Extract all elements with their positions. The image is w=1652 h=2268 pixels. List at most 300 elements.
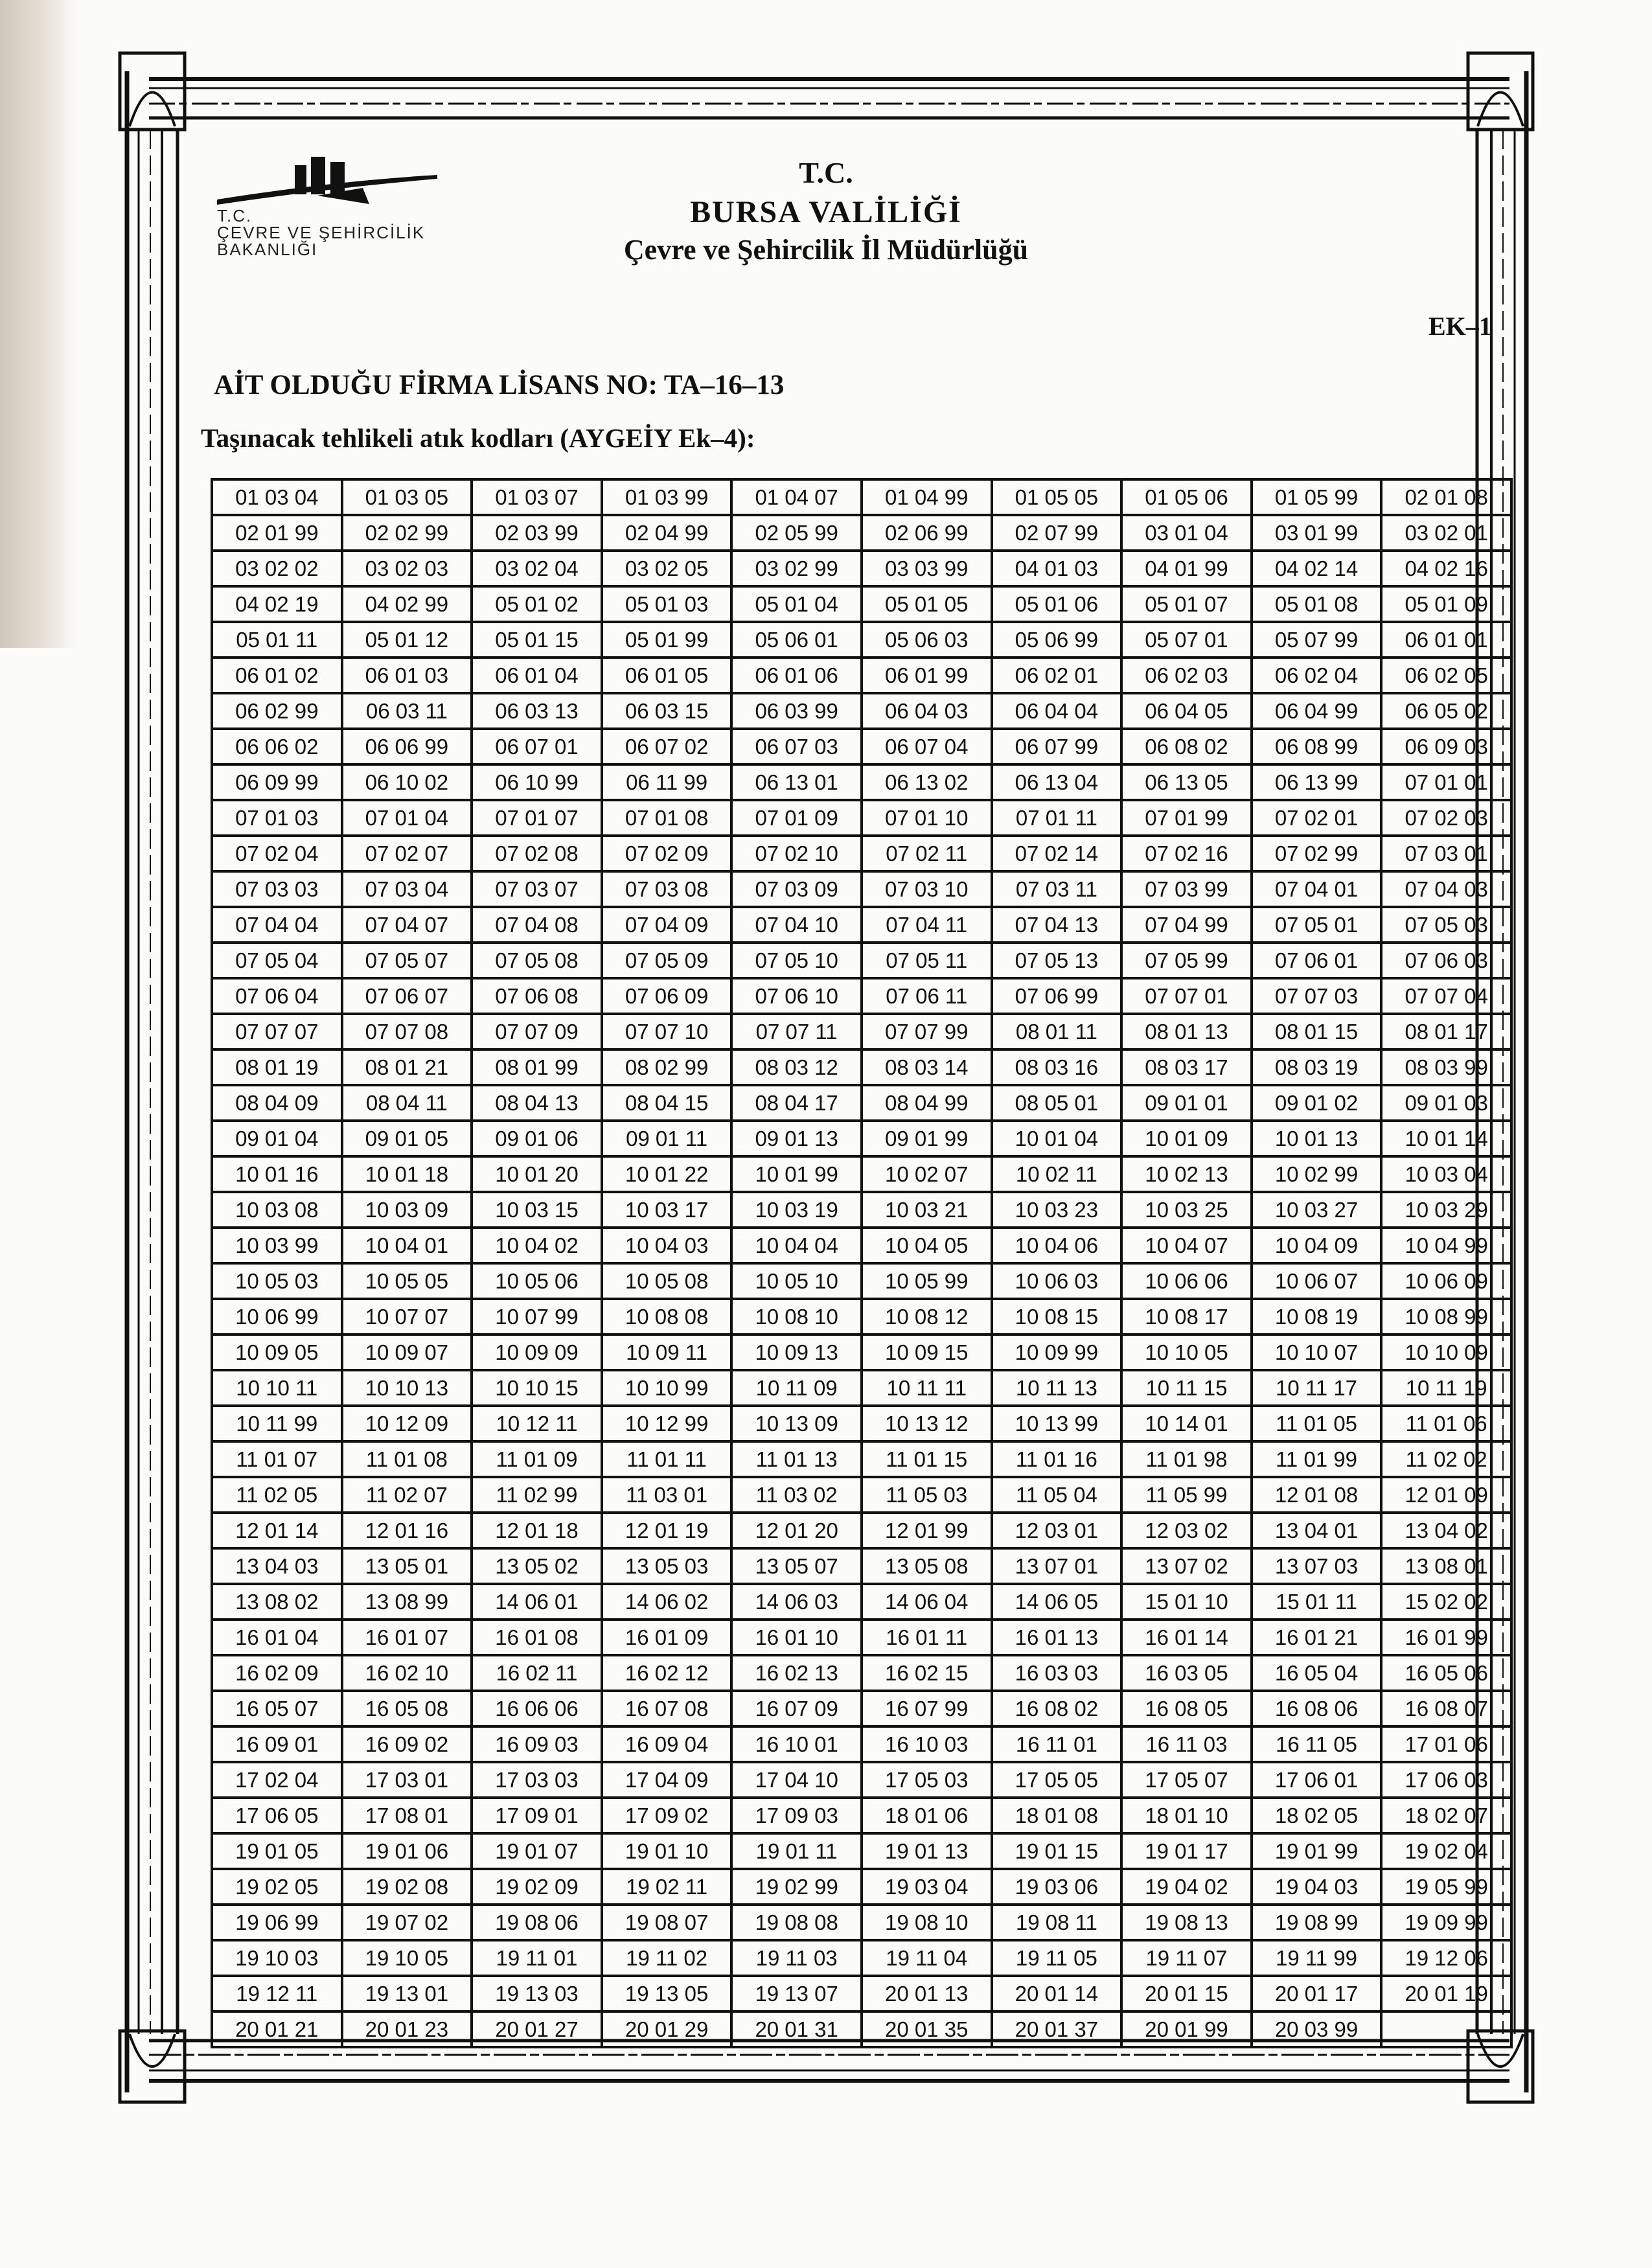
waste-code-cell: 16 02 15 bbox=[862, 1655, 992, 1691]
waste-code-cell: 16 11 05 bbox=[1252, 1726, 1382, 1762]
waste-code-cell: 20 03 99 bbox=[1252, 2011, 1382, 2047]
waste-code-cell: 11 01 06 bbox=[1381, 1406, 1511, 1441]
table-row bbox=[212, 515, 1511, 551]
waste-code-cell: 08 04 99 bbox=[862, 1085, 992, 1121]
waste-code-cell: 09 01 99 bbox=[862, 1121, 992, 1156]
waste-code-cell: 19 09 99 bbox=[1381, 1905, 1511, 1940]
waste-code-cell: 07 05 10 bbox=[731, 943, 862, 978]
table-row bbox=[212, 1406, 1511, 1441]
waste-codes-table bbox=[211, 478, 1513, 2048]
waste-code-cell: 20 01 31 bbox=[731, 2011, 862, 2047]
waste-code-cell: 16 01 04 bbox=[212, 1620, 342, 1655]
waste-code-cell: 10 10 09 bbox=[1381, 1334, 1511, 1370]
waste-code-cell: 09 01 06 bbox=[472, 1121, 602, 1156]
waste-code-cell: 19 04 02 bbox=[1121, 1869, 1252, 1905]
table-row bbox=[212, 1584, 1511, 1620]
table-row bbox=[212, 1548, 1511, 1584]
waste-code-cell: 19 02 09 bbox=[472, 1869, 602, 1905]
waste-code-cell: 14 06 03 bbox=[731, 1584, 862, 1620]
waste-code-cell: 06 02 01 bbox=[992, 658, 1122, 693]
waste-code-cell: 19 08 11 bbox=[992, 1905, 1122, 1940]
waste-code-cell: 03 02 05 bbox=[602, 551, 732, 586]
waste-code-cell: 05 01 06 bbox=[992, 586, 1122, 622]
waste-code-cell: 06 13 02 bbox=[862, 764, 992, 800]
waste-code-cell: 19 13 07 bbox=[731, 1976, 862, 2011]
waste-code-cell: 10 06 99 bbox=[212, 1299, 342, 1334]
waste-code-cell: 08 01 13 bbox=[1121, 1014, 1252, 1049]
waste-code-cell: 10 01 22 bbox=[602, 1156, 732, 1192]
waste-code-cell: 05 06 03 bbox=[862, 622, 992, 658]
waste-code-cell: 10 10 99 bbox=[602, 1370, 732, 1406]
table-row bbox=[212, 1228, 1511, 1263]
waste-code-cell: 08 03 99 bbox=[1381, 1049, 1511, 1085]
waste-code-cell: 07 02 03 bbox=[1381, 800, 1511, 836]
waste-code-cell: 06 03 13 bbox=[472, 693, 602, 729]
waste-code-cell: 17 03 01 bbox=[342, 1762, 472, 1798]
waste-code-cell: 18 02 07 bbox=[1381, 1798, 1511, 1833]
waste-code-cell: 10 01 16 bbox=[212, 1156, 342, 1192]
waste-code-cell: 08 02 99 bbox=[602, 1049, 732, 1085]
waste-code-cell: 07 06 09 bbox=[602, 978, 732, 1014]
waste-code-cell: 17 06 05 bbox=[212, 1798, 342, 1833]
waste-code-cell: 10 04 99 bbox=[1381, 1228, 1511, 1263]
table-row bbox=[212, 800, 1511, 836]
header-line-2: BURSA VALİLİĞİ bbox=[690, 195, 962, 229]
waste-code-cell: 11 05 03 bbox=[862, 1477, 992, 1513]
waste-code-cell: 06 08 99 bbox=[1252, 729, 1382, 764]
waste-code-cell: 10 08 19 bbox=[1252, 1299, 1382, 1334]
waste-code-cell: 19 08 07 bbox=[602, 1905, 732, 1940]
waste-code-cell: 06 03 99 bbox=[731, 693, 862, 729]
table-row bbox=[212, 1940, 1511, 1976]
waste-code-cell: 07 01 10 bbox=[862, 800, 992, 836]
waste-code-cell: 08 03 16 bbox=[992, 1049, 1122, 1085]
waste-code-cell: 10 08 12 bbox=[862, 1299, 992, 1334]
waste-code-cell: 07 07 07 bbox=[212, 1014, 342, 1049]
waste-code-cell: 07 03 09 bbox=[731, 871, 862, 907]
waste-code-cell: 10 08 17 bbox=[1121, 1299, 1252, 1334]
waste-code-cell: 19 01 10 bbox=[602, 1833, 732, 1869]
waste-code-cell: 10 01 14 bbox=[1381, 1121, 1511, 1156]
table-row bbox=[212, 1976, 1511, 2011]
waste-code-cell: 16 02 09 bbox=[212, 1655, 342, 1691]
waste-code-cell: 10 05 06 bbox=[472, 1263, 602, 1299]
waste-code-cell: 12 01 99 bbox=[862, 1513, 992, 1548]
waste-code-cell: 12 01 08 bbox=[1252, 1477, 1382, 1513]
waste-code-cell: 10 03 23 bbox=[992, 1192, 1122, 1228]
waste-code-cell: 16 01 08 bbox=[472, 1620, 602, 1655]
waste-code-cell: 06 02 99 bbox=[212, 693, 342, 729]
waste-code-cell: 10 10 07 bbox=[1252, 1334, 1382, 1370]
waste-code-cell: 16 01 21 bbox=[1252, 1620, 1382, 1655]
waste-code-cell: 10 06 09 bbox=[1381, 1263, 1511, 1299]
table-row bbox=[212, 1477, 1511, 1513]
waste-code-cell: 07 02 10 bbox=[731, 836, 862, 871]
waste-code-cell: 08 03 14 bbox=[862, 1049, 992, 1085]
waste-code-cell: 19 01 06 bbox=[342, 1833, 472, 1869]
waste-code-cell: 15 01 11 bbox=[1252, 1584, 1382, 1620]
waste-code-cell: 13 05 01 bbox=[342, 1548, 472, 1584]
waste-code-cell: 02 02 99 bbox=[342, 515, 472, 551]
waste-code-cell: 19 03 04 bbox=[862, 1869, 992, 1905]
waste-code-cell: 07 05 04 bbox=[212, 943, 342, 978]
waste-code-cell: 02 05 99 bbox=[731, 515, 862, 551]
waste-code-cell: 08 04 17 bbox=[731, 1085, 862, 1121]
waste-code-cell: 08 04 15 bbox=[602, 1085, 732, 1121]
waste-code-cell: 12 01 18 bbox=[472, 1513, 602, 1548]
waste-code-cell: 05 01 12 bbox=[342, 622, 472, 658]
waste-code-cell: 10 12 99 bbox=[602, 1406, 732, 1441]
waste-code-cell: 06 01 02 bbox=[212, 658, 342, 693]
waste-code-cell: 05 01 02 bbox=[472, 586, 602, 622]
waste-code-cell: 20 01 29 bbox=[602, 2011, 732, 2047]
table-row bbox=[212, 1691, 1511, 1726]
table-row bbox=[212, 764, 1511, 800]
waste-code-cell: 07 07 09 bbox=[472, 1014, 602, 1049]
waste-code-cell: 06 01 06 bbox=[731, 658, 862, 693]
waste-code-cell: 08 01 11 bbox=[992, 1014, 1122, 1049]
waste-code-cell: 19 05 99 bbox=[1381, 1869, 1511, 1905]
waste-code-cell: 16 09 01 bbox=[212, 1726, 342, 1762]
waste-code-cell: 10 08 08 bbox=[602, 1299, 732, 1334]
waste-code-cell: 19 02 11 bbox=[602, 1869, 732, 1905]
table-row bbox=[212, 871, 1511, 907]
waste-code-cell: 19 12 11 bbox=[212, 1976, 342, 2011]
waste-code-cell: 16 01 09 bbox=[602, 1620, 732, 1655]
waste-code-cell: 10 02 11 bbox=[992, 1156, 1122, 1192]
waste-code-cell: 14 06 04 bbox=[862, 1584, 992, 1620]
waste-code-cell: 16 05 08 bbox=[342, 1691, 472, 1726]
table-row bbox=[212, 729, 1511, 764]
waste-code-cell: 16 01 13 bbox=[992, 1620, 1122, 1655]
waste-code-cell: 10 03 99 bbox=[212, 1228, 342, 1263]
waste-code-cell: 19 10 03 bbox=[212, 1940, 342, 1976]
waste-code-cell: 06 10 99 bbox=[472, 764, 602, 800]
waste-code-cell: 10 01 09 bbox=[1121, 1121, 1252, 1156]
waste-code-cell: 07 02 11 bbox=[862, 836, 992, 871]
waste-code-cell: 10 07 07 bbox=[342, 1299, 472, 1334]
annex-label: EK–1 bbox=[1428, 312, 1492, 341]
waste-code-cell: 18 01 10 bbox=[1121, 1798, 1252, 1833]
waste-code-cell: 07 01 09 bbox=[731, 800, 862, 836]
waste-code-cell: 10 06 06 bbox=[1121, 1263, 1252, 1299]
waste-code-cell: 16 10 03 bbox=[862, 1726, 992, 1762]
waste-code-cell: 03 01 04 bbox=[1121, 515, 1252, 551]
waste-code-cell: 16 07 09 bbox=[731, 1691, 862, 1726]
waste-code-cell: 19 11 05 bbox=[992, 1940, 1122, 1976]
table-row bbox=[212, 1441, 1511, 1477]
waste-code-cell: 06 04 03 bbox=[862, 693, 992, 729]
waste-code-cell: 17 09 02 bbox=[602, 1798, 732, 1833]
table-row bbox=[212, 1085, 1511, 1121]
waste-code-cell: 02 01 99 bbox=[212, 515, 342, 551]
waste-code-cell: 10 03 09 bbox=[342, 1192, 472, 1228]
table-row bbox=[212, 1014, 1511, 1049]
waste-code-cell: 13 05 02 bbox=[472, 1548, 602, 1584]
waste-code-cell: 07 06 11 bbox=[862, 978, 992, 1014]
waste-code-cell: 16 01 99 bbox=[1381, 1620, 1511, 1655]
waste-code-cell: 10 11 19 bbox=[1381, 1370, 1511, 1406]
waste-code-cell: 07 04 03 bbox=[1381, 871, 1511, 907]
waste-code-cell: 20 01 19 bbox=[1381, 1976, 1511, 2011]
waste-code-cell: 13 05 03 bbox=[602, 1548, 732, 1584]
waste-code-cell: 07 02 04 bbox=[212, 836, 342, 871]
table-row bbox=[212, 1726, 1511, 1762]
waste-code-cell: 10 06 07 bbox=[1252, 1263, 1382, 1299]
waste-code-cell: 07 04 01 bbox=[1252, 871, 1382, 907]
waste-code-cell: 10 01 18 bbox=[342, 1156, 472, 1192]
waste-code-cell: 07 05 13 bbox=[992, 943, 1122, 978]
waste-code-cell: 11 01 98 bbox=[1121, 1441, 1252, 1477]
waste-code-cell: 11 03 02 bbox=[731, 1477, 862, 1513]
logo-text-line2: ÇEVRE VE ŞEHİRCİLİK bbox=[217, 223, 426, 242]
waste-code-cell: 05 01 04 bbox=[731, 586, 862, 622]
waste-code-cell: 10 04 03 bbox=[602, 1228, 732, 1263]
waste-code-cell: 20 01 27 bbox=[472, 2011, 602, 2047]
waste-code-cell: 08 03 19 bbox=[1252, 1049, 1382, 1085]
table-row bbox=[212, 907, 1511, 943]
waste-code-cell: 06 07 03 bbox=[731, 729, 862, 764]
table-row bbox=[212, 658, 1511, 693]
waste-code-cell: 10 13 99 bbox=[992, 1406, 1122, 1441]
waste-code-cell: 07 03 08 bbox=[602, 871, 732, 907]
waste-code-cell: 13 07 02 bbox=[1121, 1548, 1252, 1584]
waste-code-cell: 09 01 05 bbox=[342, 1121, 472, 1156]
waste-code-cell: 01 05 06 bbox=[1121, 479, 1252, 515]
waste-code-cell: 06 05 02 bbox=[1381, 693, 1511, 729]
waste-code-cell: 17 06 01 bbox=[1252, 1762, 1382, 1798]
waste-code-cell: 19 01 17 bbox=[1121, 1833, 1252, 1869]
waste-code-cell: 10 12 09 bbox=[342, 1406, 472, 1441]
waste-code-cell: 19 08 08 bbox=[731, 1905, 862, 1940]
waste-code-cell: 16 07 99 bbox=[862, 1691, 992, 1726]
waste-code-cell: 10 01 04 bbox=[992, 1121, 1122, 1156]
waste-code-cell: 02 01 08 bbox=[1381, 479, 1511, 515]
waste-code-cell: 08 01 19 bbox=[212, 1049, 342, 1085]
waste-code-cell: 10 08 10 bbox=[731, 1299, 862, 1334]
waste-code-cell: 10 12 11 bbox=[472, 1406, 602, 1441]
waste-code-cell: 04 02 16 bbox=[1381, 551, 1511, 586]
table-row bbox=[212, 1798, 1511, 1833]
waste-code-cell: 10 03 17 bbox=[602, 1192, 732, 1228]
waste-code-cell: 17 05 05 bbox=[992, 1762, 1122, 1798]
waste-code-cell: 10 03 15 bbox=[472, 1192, 602, 1228]
waste-code-cell: 19 02 99 bbox=[731, 1869, 862, 1905]
waste-codes-table-body bbox=[212, 479, 1511, 2047]
table-row bbox=[212, 1370, 1511, 1406]
waste-code-cell: 08 03 17 bbox=[1121, 1049, 1252, 1085]
waste-code-cell: 10 11 09 bbox=[731, 1370, 862, 1406]
waste-code-cell: 07 04 07 bbox=[342, 907, 472, 943]
waste-code-cell: 02 03 99 bbox=[472, 515, 602, 551]
waste-code-cell: 03 02 02 bbox=[212, 551, 342, 586]
waste-code-cell: 08 04 09 bbox=[212, 1085, 342, 1121]
waste-code-cell: 13 04 01 bbox=[1252, 1513, 1382, 1548]
codes-table-title: Taşınacak tehlikeli atık kodları (AYGEİY Ek–4): bbox=[201, 423, 755, 453]
waste-code-cell: 10 04 06 bbox=[992, 1228, 1122, 1263]
waste-code-cell: 06 11 99 bbox=[602, 764, 732, 800]
waste-code-cell: 10 05 08 bbox=[602, 1263, 732, 1299]
waste-code-cell: 06 13 04 bbox=[992, 764, 1122, 800]
waste-code-cell: 06 03 11 bbox=[342, 693, 472, 729]
waste-code-cell: 07 04 08 bbox=[472, 907, 602, 943]
waste-code-cell: 18 01 08 bbox=[992, 1798, 1122, 1833]
waste-code-cell: 19 13 05 bbox=[602, 1976, 732, 2011]
waste-code-cell: 19 12 06 bbox=[1381, 1940, 1511, 1976]
waste-code-cell: 10 06 03 bbox=[992, 1263, 1122, 1299]
waste-code-cell: 09 01 02 bbox=[1252, 1085, 1382, 1121]
waste-code-cell: 01 04 99 bbox=[862, 479, 992, 515]
waste-code-cell: 13 05 08 bbox=[862, 1548, 992, 1584]
waste-code-cell: 06 06 02 bbox=[212, 729, 342, 764]
waste-code-cell: 12 01 19 bbox=[602, 1513, 732, 1548]
waste-code-cell: 04 01 99 bbox=[1121, 551, 1252, 586]
waste-code-cell: 11 02 05 bbox=[212, 1477, 342, 1513]
waste-code-cell: 10 14 01 bbox=[1121, 1406, 1252, 1441]
waste-code-cell: 07 06 99 bbox=[992, 978, 1122, 1014]
table-row bbox=[212, 2011, 1511, 2047]
waste-code-cell: 07 01 03 bbox=[212, 800, 342, 836]
waste-code-cell: 16 08 06 bbox=[1252, 1691, 1382, 1726]
waste-code-cell: 07 06 07 bbox=[342, 978, 472, 1014]
waste-code-cell: 02 06 99 bbox=[862, 515, 992, 551]
table-row bbox=[212, 1762, 1511, 1798]
waste-code-cell: 16 02 10 bbox=[342, 1655, 472, 1691]
waste-code-cell: 07 02 07 bbox=[342, 836, 472, 871]
waste-code-cell: 20 01 23 bbox=[342, 2011, 472, 2047]
waste-code-cell: 07 06 08 bbox=[472, 978, 602, 1014]
waste-code-cell: 07 02 16 bbox=[1121, 836, 1252, 871]
waste-code-cell: 10 03 21 bbox=[862, 1192, 992, 1228]
waste-code-cell: 17 01 06 bbox=[1381, 1726, 1511, 1762]
waste-code-cell: 16 01 11 bbox=[862, 1620, 992, 1655]
waste-code-cell: 10 11 17 bbox=[1252, 1370, 1382, 1406]
waste-code-cell: 16 05 06 bbox=[1381, 1655, 1511, 1691]
waste-code-cell: 12 01 16 bbox=[342, 1513, 472, 1548]
waste-code-cell: 10 03 25 bbox=[1121, 1192, 1252, 1228]
waste-code-cell: 20 01 13 bbox=[862, 1976, 992, 2011]
waste-code-cell: 07 06 10 bbox=[731, 978, 862, 1014]
waste-code-cell: 11 01 05 bbox=[1252, 1406, 1382, 1441]
license-number: AİT OLDUĞU FİRMA LİSANS NO: TA–16–13 bbox=[214, 370, 785, 400]
waste-code-cell: 10 04 04 bbox=[731, 1228, 862, 1263]
waste-code-cell: 13 08 99 bbox=[342, 1584, 472, 1620]
waste-code-cell: 07 07 04 bbox=[1381, 978, 1511, 1014]
waste-code-cell: 07 01 11 bbox=[992, 800, 1122, 836]
waste-code-cell: 06 02 04 bbox=[1252, 658, 1382, 693]
header-line-1: T.C. bbox=[799, 156, 853, 189]
waste-code-cell: 18 02 05 bbox=[1252, 1798, 1382, 1833]
waste-code-cell: 10 11 99 bbox=[212, 1406, 342, 1441]
waste-code-cell: 19 10 05 bbox=[342, 1940, 472, 1976]
waste-code-cell: 16 02 11 bbox=[472, 1655, 602, 1691]
waste-code-cell: 06 04 99 bbox=[1252, 693, 1382, 729]
waste-code-cell: 19 01 15 bbox=[992, 1833, 1122, 1869]
waste-code-cell: 07 04 13 bbox=[992, 907, 1122, 943]
waste-code-cell: 19 13 03 bbox=[472, 1976, 602, 2011]
waste-code-cell: 16 08 05 bbox=[1121, 1691, 1252, 1726]
waste-code-cell: 07 07 10 bbox=[602, 1014, 732, 1049]
waste-code-cell: 11 01 11 bbox=[602, 1441, 732, 1477]
waste-code-cell: 04 02 99 bbox=[342, 586, 472, 622]
waste-code-cell: 19 02 05 bbox=[212, 1869, 342, 1905]
waste-code-cell: 08 01 17 bbox=[1381, 1014, 1511, 1049]
waste-code-cell: 11 01 09 bbox=[472, 1441, 602, 1477]
waste-code-cell: 11 01 16 bbox=[992, 1441, 1122, 1477]
waste-code-cell: 10 11 11 bbox=[862, 1370, 992, 1406]
waste-code-cell: 03 03 99 bbox=[862, 551, 992, 586]
waste-code-cell: 16 10 01 bbox=[731, 1726, 862, 1762]
waste-code-cell: 05 01 05 bbox=[862, 586, 992, 622]
waste-code-cell: 13 07 01 bbox=[992, 1548, 1122, 1584]
waste-code-cell: 07 06 01 bbox=[1252, 943, 1382, 978]
waste-code-cell: 09 01 04 bbox=[212, 1121, 342, 1156]
waste-code-cell: 17 04 10 bbox=[731, 1762, 862, 1798]
waste-code-cell: 04 02 19 bbox=[212, 586, 342, 622]
waste-code-cell: 09 01 13 bbox=[731, 1121, 862, 1156]
waste-code-cell: 10 10 13 bbox=[342, 1370, 472, 1406]
waste-code-cell: 16 07 08 bbox=[602, 1691, 732, 1726]
waste-code-cell: 10 05 10 bbox=[731, 1263, 862, 1299]
waste-code-cell: 17 09 01 bbox=[472, 1798, 602, 1833]
waste-code-cell: 07 04 10 bbox=[731, 907, 862, 943]
waste-code-cell: 10 03 27 bbox=[1252, 1192, 1382, 1228]
waste-code-cell: 06 13 01 bbox=[731, 764, 862, 800]
waste-code-cell: 06 01 03 bbox=[342, 658, 472, 693]
waste-code-cell: 13 08 01 bbox=[1381, 1548, 1511, 1584]
waste-code-cell: 14 06 01 bbox=[472, 1584, 602, 1620]
waste-code-cell: 04 01 03 bbox=[992, 551, 1122, 586]
waste-code-cell: 01 03 05 bbox=[342, 479, 472, 515]
table-row bbox=[212, 622, 1511, 658]
waste-code-cell: 07 07 01 bbox=[1121, 978, 1252, 1014]
table-row bbox=[212, 1049, 1511, 1085]
waste-code-cell: 06 08 02 bbox=[1121, 729, 1252, 764]
table-row bbox=[212, 551, 1511, 586]
table-row bbox=[212, 1833, 1511, 1869]
table-row bbox=[212, 1263, 1511, 1299]
waste-code-cell: 05 06 99 bbox=[992, 622, 1122, 658]
waste-code-cell: 11 01 08 bbox=[342, 1441, 472, 1477]
waste-code-cell: 16 08 07 bbox=[1381, 1691, 1511, 1726]
waste-code-cell: 07 03 01 bbox=[1381, 836, 1511, 871]
waste-code-cell: 03 01 99 bbox=[1252, 515, 1382, 551]
waste-code-cell: 11 05 99 bbox=[1121, 1477, 1252, 1513]
waste-code-cell: 12 01 14 bbox=[212, 1513, 342, 1548]
waste-code-cell: 10 02 07 bbox=[862, 1156, 992, 1192]
waste-code-cell: 05 06 01 bbox=[731, 622, 862, 658]
waste-code-cell: 05 01 15 bbox=[472, 622, 602, 658]
waste-code-cell: 03 02 01 bbox=[1381, 515, 1511, 551]
waste-code-cell: 16 01 10 bbox=[731, 1620, 862, 1655]
waste-code-cell: 19 11 07 bbox=[1121, 1940, 1252, 1976]
waste-code-cell: 12 03 02 bbox=[1121, 1513, 1252, 1548]
waste-code-cell: 10 09 09 bbox=[472, 1334, 602, 1370]
waste-code-cell: 10 04 07 bbox=[1121, 1228, 1252, 1263]
waste-code-cell: 06 01 01 bbox=[1381, 622, 1511, 658]
table-row bbox=[212, 1905, 1511, 1940]
waste-code-cell: 07 02 08 bbox=[472, 836, 602, 871]
table-row bbox=[212, 943, 1511, 978]
waste-code-cell: 19 02 04 bbox=[1381, 1833, 1511, 1869]
waste-code-cell: 17 05 03 bbox=[862, 1762, 992, 1798]
waste-code-cell: 01 03 07 bbox=[472, 479, 602, 515]
waste-code-cell: 07 02 09 bbox=[602, 836, 732, 871]
waste-code-cell: 05 01 99 bbox=[602, 622, 732, 658]
waste-code-cell: 12 03 01 bbox=[992, 1513, 1122, 1548]
waste-code-cell: 10 07 99 bbox=[472, 1299, 602, 1334]
waste-code-cell: 17 08 01 bbox=[342, 1798, 472, 1833]
